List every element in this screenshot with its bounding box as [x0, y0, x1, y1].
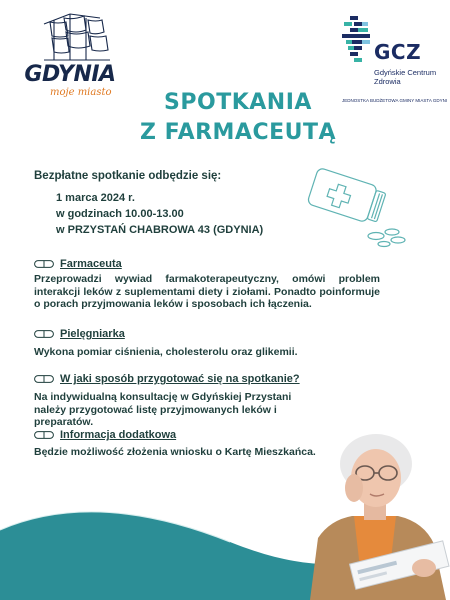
section-text-pharmacist: Przeprowadzi wywiad farmakoterapeutyczny, omówi problem interakcji leków z suplementami diety i ziołami. Ponadto poinformuje o porach przyjmowania leków i sposobach ich łączenia. — [34, 273, 380, 310]
section-text-nurse: Wykona pomiar ciśnienia, cholesterolu oraz glikemii. — [34, 346, 298, 358]
gcz-name-line2: Zdrowia — [374, 77, 401, 86]
pill-icon — [34, 260, 54, 268]
gdynia-motto: moje miasto — [50, 87, 112, 98]
gcz-name — [374, 68, 446, 86]
meeting-intro: Bezpłatne spotkanie odbędzie się: — [34, 170, 222, 182]
gdynia-logo — [14, 10, 126, 98]
title-line1: SPOTKANIA — [164, 90, 312, 115]
medicine-bottle-icon — [298, 160, 408, 248]
gdynia-wordmark: GDYNIA — [24, 62, 116, 87]
page-title — [0, 88, 450, 148]
section-text-additional-info: Będzie możliwość złożenia wniosku o Kartę Mieszkańca. — [34, 446, 316, 458]
pill-icon — [34, 375, 54, 383]
ship-logo-icon — [14, 10, 126, 68]
gcz-abbrev: GCZ — [374, 40, 422, 64]
meeting-place: w PRZYSTAŃ CHABROWA 43 (GDYNIA) — [56, 224, 264, 236]
section-heading-label: Farmaceuta — [60, 258, 122, 270]
gcz-name-line1: Gdyńskie Centrum — [374, 68, 437, 77]
gcz-cross-icon — [336, 14, 376, 66]
pill-icon — [34, 330, 54, 338]
section-heading-label: W jaki sposób przygotować się na spotkanie? — [60, 373, 300, 385]
meeting-hours: w godzinach 10.00-13.00 — [56, 208, 184, 220]
section-heading-pharmacist — [34, 258, 122, 270]
section-heading-label: Pielęgniarka — [60, 328, 125, 340]
section-text-preparation: Na indywidualną konsultację w Gdyńskiej Przystani należy przygotować listę przyjmowanych leków i preparatów. — [34, 391, 292, 428]
section-heading-label: Informacja dodatkowa — [60, 429, 177, 441]
section-heading-preparation — [34, 373, 300, 385]
section-heading-additional-info — [34, 429, 176, 441]
elderly-woman-photo — [300, 428, 450, 600]
title-line2: Z FARMACEUTĄ — [139, 120, 337, 145]
section-heading-nurse — [34, 328, 125, 340]
meeting-date: 1 marca 2024 r. — [56, 192, 135, 204]
gcz-unit-line: JEDNOSTKA BUDŻETOWA GMINY MIASTA GDYNI — [342, 98, 448, 103]
pill-icon — [34, 431, 54, 439]
